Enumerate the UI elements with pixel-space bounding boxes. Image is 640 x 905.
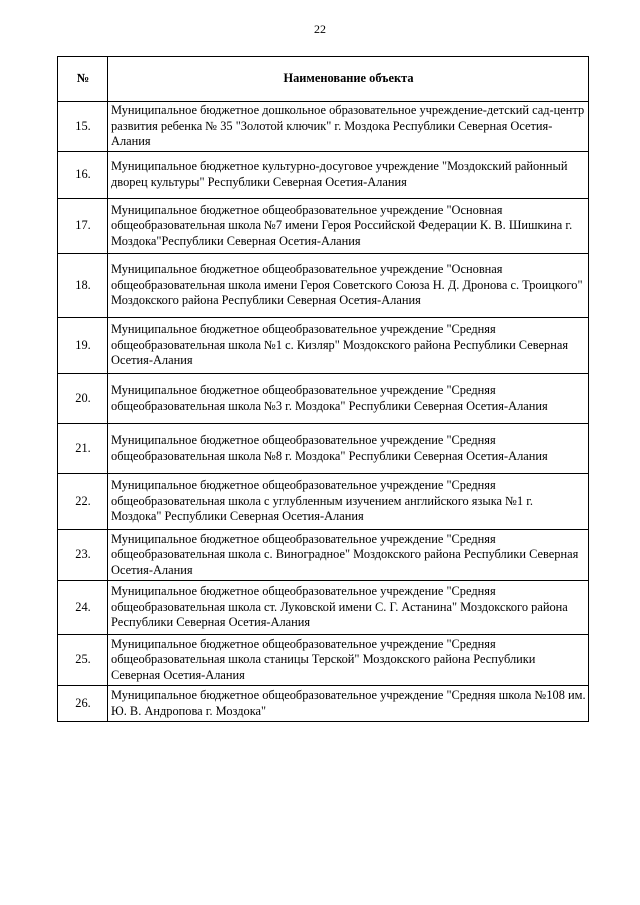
objects-table xyxy=(57,56,589,722)
header-number: № xyxy=(58,57,108,102)
table-row xyxy=(58,686,589,722)
object-name: Муниципальное бюджетное общеобразовательное учреждение "Средняя школа №108 им. Ю. В. Андропова г. Моздока" xyxy=(108,686,589,722)
table-row xyxy=(58,254,589,318)
object-name: Муниципальное бюджетное общеобразовательное учреждение "Средняя общеобразовательная школа ст. Луковской имени С. Г. Астанина" Моздокского района Республики Северная Осетия-Алания xyxy=(108,581,589,635)
table-row xyxy=(58,581,589,635)
row-number: 26. xyxy=(58,686,108,722)
row-number: 25. xyxy=(58,635,108,686)
object-name: Муниципальное бюджетное дошкольное образовательное учреждение-детский сад-центр развития ребенка № 35 "Золотой ключик" г. Моздока Республики Северная Осетия-Алания xyxy=(108,102,589,152)
object-name: Муниципальное бюджетное общеобразовательное учреждение "Основная общеобразовательная школа №7 имени Героя Российской Федерации К. В. Шишкина г. Моздока"Республики Северная Осетия-Алания xyxy=(108,199,589,254)
header-object-name: Наименование объекта xyxy=(108,57,589,102)
object-name: Муниципальное бюджетное общеобразовательное учреждение "Средняя общеобразовательная школа №1 с. Кизляр" Моздокского района Республики Северная Осетия-Алания xyxy=(108,318,589,374)
table-row xyxy=(58,530,589,581)
table-header-row xyxy=(58,57,589,102)
row-number: 15. xyxy=(58,102,108,152)
table-row xyxy=(58,474,589,530)
table-row xyxy=(58,102,589,152)
row-number: 18. xyxy=(58,254,108,318)
page-number: 22 xyxy=(314,22,326,36)
table-row xyxy=(58,318,589,374)
object-name: Муниципальное бюджетное общеобразовательное учреждение "Средняя общеобразовательная школа с. Виноградное" Моздокского района Республики Северная Осетия-Алания xyxy=(108,530,589,581)
row-number: 20. xyxy=(58,374,108,424)
table-row xyxy=(58,152,589,199)
table-row xyxy=(58,374,589,424)
table-row xyxy=(58,424,589,474)
row-number: 19. xyxy=(58,318,108,374)
object-name: Муниципальное бюджетное общеобразовательное учреждение "Средняя общеобразовательная школа №8 г. Моздока" Республики Северная Осетия-Алания xyxy=(108,424,589,474)
object-name: Муниципальное бюджетное общеобразовательное учреждение "Основная общеобразовательная школа имени Героя Советского Союза Н. Д. Дронова с. Троицкого" Моздокского района Республики Северная Осетия-Алания xyxy=(108,254,589,318)
object-name: Муниципальное бюджетное общеобразовательное учреждение "Средняя общеобразовательная школа станицы Терской" Моздокского района Республики Северная Осетия-Алания xyxy=(108,635,589,686)
row-number: 17. xyxy=(58,199,108,254)
row-number: 23. xyxy=(58,530,108,581)
table-row xyxy=(58,199,589,254)
row-number: 16. xyxy=(58,152,108,199)
object-name: Муниципальное бюджетное культурно-досуговое учреждение "Моздокский районный дворец культуры" Республики Северная Осетия-Алания xyxy=(108,152,589,199)
object-name: Муниципальное бюджетное общеобразовательное учреждение "Средняя общеобразовательная школа с углубленным изучением английского языка №1 г. Моздока" Республики Северная Осетия-Алания xyxy=(108,474,589,530)
row-number: 24. xyxy=(58,581,108,635)
table-row xyxy=(58,635,589,686)
object-name: Муниципальное бюджетное общеобразовательное учреждение "Средняя общеобразовательная школа №3 г. Моздока" Республики Северная Осетия-Алания xyxy=(108,374,589,424)
row-number: 21. xyxy=(58,424,108,474)
row-number: 22. xyxy=(58,474,108,530)
